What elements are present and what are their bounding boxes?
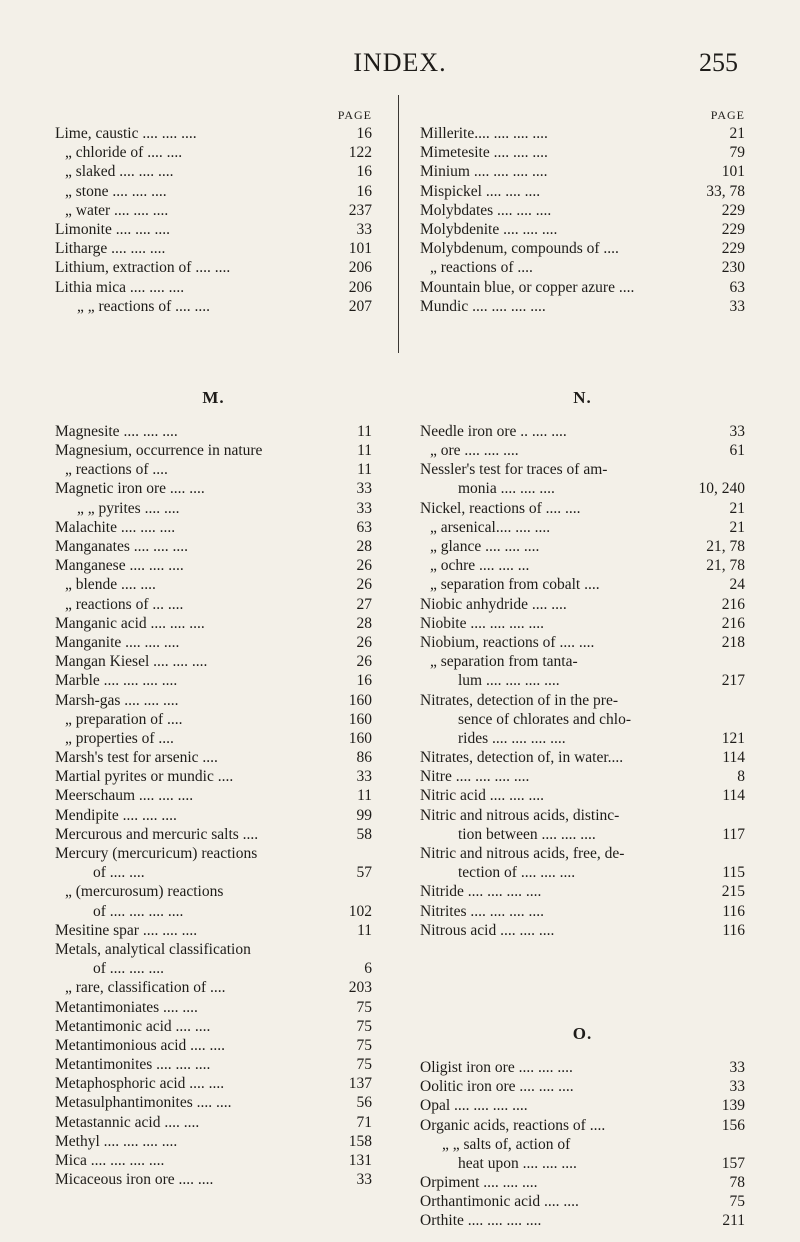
entry-page: 33 (356, 768, 372, 786)
index-entry (55, 882, 372, 901)
entry-text: Metantimonic acid .... .... (55, 1017, 211, 1035)
entry-page: 33 (356, 1171, 372, 1189)
entry-text: Niobium, reactions of .... .... (420, 633, 595, 651)
entry-page: 58 (356, 825, 372, 843)
entry-text: Nitric and nitrous acids, free, de- (420, 845, 625, 862)
index-entry (420, 143, 745, 162)
entry-text: Niobic anhydride .... .... (420, 595, 567, 613)
index-entry (55, 844, 372, 863)
entry-page: 33 (729, 1078, 745, 1096)
entry-page: 217 (721, 672, 745, 690)
index-entry (55, 595, 372, 614)
index-entry (55, 959, 372, 978)
entry-page: 63 (729, 278, 745, 296)
entry-text: of .... .... (93, 864, 145, 882)
entry-text: „ rare, classification of .... (65, 979, 226, 997)
entry-text: heat upon .... .... .... (458, 1154, 577, 1172)
entry-text: „ water .... .... .... (65, 201, 169, 219)
entry-text: Metantimonites .... .... .... (55, 1056, 211, 1074)
index-entry (420, 124, 745, 143)
index-entry (55, 691, 372, 710)
entry-text: Nitride .... .... .... .... (420, 883, 542, 901)
entry-page: 75 (356, 998, 372, 1016)
entry-page: 121 (721, 729, 745, 747)
entry-text: Nitric acid .... .... .... (420, 787, 544, 805)
entry-page: 229 (721, 240, 745, 258)
index-entry (420, 220, 745, 239)
entry-text: Oligist iron ore .... .... .... (420, 1058, 573, 1076)
entry-text: Nitrites .... .... .... .... (420, 902, 544, 920)
index-entry (420, 844, 745, 863)
index-entry (420, 422, 745, 441)
index-entry (420, 902, 745, 921)
index-entry (55, 671, 372, 690)
index-entry (55, 652, 372, 671)
entry-text: „ „ reactions of .... .... (77, 297, 210, 315)
entry-page: 33 (356, 220, 372, 238)
index-entry (55, 998, 372, 1017)
entry-page: 79 (729, 144, 745, 162)
entry-text: Molybdenite .... .... .... (420, 220, 558, 238)
index-entry (55, 182, 372, 201)
index-entry (420, 652, 745, 671)
entry-page: 16 (356, 163, 372, 181)
entry-page: 28 (356, 538, 372, 555)
entry-text: tion between .... .... .... (458, 825, 596, 843)
entry-text: sence of chlorates and chlo- (458, 710, 632, 728)
entry-page: 115 (722, 864, 745, 882)
entry-text: Magnesite .... .... .... (55, 422, 178, 440)
index-entry (55, 201, 372, 220)
entry-page: 75 (729, 1193, 745, 1211)
index-entry (420, 441, 745, 460)
index-entry (420, 710, 745, 729)
index-entry (55, 1017, 372, 1036)
index-entry (420, 575, 745, 594)
entry-page: 8 (737, 768, 745, 786)
index-entry (55, 537, 372, 556)
entry-page: 75 (356, 1017, 372, 1035)
entry-text: „ glance .... .... .... (430, 538, 540, 555)
entry-text: Nickel, reactions of .... .... (420, 499, 581, 517)
index-entry (55, 902, 372, 921)
page-label: PAGE (710, 108, 745, 122)
entry-page: 75 (356, 1056, 372, 1074)
entry-page: 114 (722, 749, 745, 767)
entry-text: Mercurous and mercuric salts .... (55, 825, 259, 843)
entry-text: Molybdates .... .... .... (420, 201, 552, 219)
entry-text: Mercury (mercuricum) reactions (55, 845, 258, 862)
entry-text: Nitre .... .... .... .... (420, 768, 530, 786)
section-heading-o: O. (572, 1023, 593, 1043)
entry-text: rides .... .... .... .... (458, 729, 566, 747)
entry-page: 86 (356, 749, 372, 767)
entry-page: 158 (348, 1132, 372, 1150)
index-entry (420, 614, 745, 633)
entry-page: 116 (722, 921, 745, 939)
entry-page: 114 (722, 787, 745, 805)
entry-text: „ (mercurosum) reactions (65, 883, 224, 901)
index-entry (420, 537, 745, 556)
entry-page: 229 (721, 220, 745, 238)
index-entry (55, 278, 372, 297)
entry-page: 160 (348, 729, 372, 747)
entry-page: 137 (348, 1075, 372, 1093)
index-entry (420, 460, 745, 479)
entry-text: Magnesium, occurrence in nature (55, 442, 263, 460)
index-entry (55, 1036, 372, 1055)
index-entry (420, 182, 745, 201)
entry-text: Minium .... .... .... .... (420, 163, 548, 181)
index-entry (420, 162, 745, 181)
entry-page: 216 (721, 595, 745, 613)
entry-page: 101 (348, 240, 372, 258)
index-entry (420, 201, 745, 220)
entry-page: 99 (356, 806, 372, 824)
entry-page: 26 (356, 576, 372, 594)
entry-text: Orthantimonic acid .... .... (420, 1193, 579, 1211)
index-entry (55, 220, 372, 239)
index-entry (55, 499, 372, 518)
index-entry (55, 239, 372, 258)
entry-page: 33, 78 (706, 182, 745, 200)
index-list-m-top (420, 124, 745, 316)
entry-text: Marble .... .... .... .... (55, 672, 178, 690)
entry-page: 160 (348, 691, 372, 709)
column-divider (398, 95, 399, 353)
entry-text: Magnetic iron ore .... .... (55, 480, 205, 498)
entry-text: „ separation from cobalt .... (430, 576, 600, 594)
entry-text: Mendipite .... .... .... (55, 806, 177, 824)
index-entry (420, 518, 745, 537)
entry-page: 157 (721, 1154, 745, 1172)
entry-text: Micaceous iron ore .... .... (55, 1171, 214, 1189)
index-entry (55, 1055, 372, 1074)
index-entry (55, 441, 372, 460)
entry-text: „ „ pyrites .... .... (77, 499, 180, 517)
index-entry (55, 786, 372, 805)
entry-text: „ chloride of .... .... (65, 144, 183, 162)
index-entry (55, 863, 372, 882)
index-entry (55, 258, 372, 277)
entry-text: tection of .... .... .... (458, 864, 576, 882)
index-entry (420, 297, 745, 316)
entry-text: Oolitic iron ore .... .... .... (420, 1078, 574, 1096)
entry-text: lum .... .... .... .... (458, 672, 560, 690)
index-entry (420, 633, 745, 652)
entry-page: 206 (348, 278, 372, 296)
entry-text: Nessler's test for traces of am- (420, 461, 608, 479)
index-entry (420, 1077, 745, 1096)
entry-text: Needle iron ore .. .... .... (420, 422, 567, 440)
entry-page: 33 (729, 297, 745, 315)
index-entry (55, 1170, 372, 1189)
page-label: PAGE (337, 108, 372, 122)
index-entry (420, 258, 745, 277)
index-entry (420, 882, 745, 901)
entry-text: Marsh's test for arsenic .... (55, 749, 218, 767)
entry-page: 11 (357, 422, 372, 440)
entry-page: 71 (356, 1113, 372, 1131)
entry-text: Mimetesite .... .... .... (420, 144, 548, 162)
index-entry (55, 124, 372, 143)
entry-page: 16 (356, 182, 372, 200)
entry-page: 21, 78 (706, 538, 745, 555)
entry-page: 117 (722, 825, 745, 843)
entry-page: 10, 240 (698, 480, 745, 498)
index-entry (55, 1074, 372, 1093)
entry-text: Mica .... .... .... .... (55, 1152, 165, 1169)
entry-text: Niobite .... .... .... .... (420, 614, 544, 632)
entry-page: 61 (729, 442, 745, 460)
entry-text: Metantimoniates .... .... (55, 998, 198, 1016)
index-entry (55, 422, 372, 441)
index-entry (420, 863, 745, 882)
entry-page: 56 (356, 1094, 372, 1112)
entry-page: 11 (357, 442, 372, 460)
entry-page: 131 (348, 1152, 372, 1169)
entry-text: Meerschaum .... .... .... (55, 787, 194, 805)
section-heading-m: M. (202, 387, 225, 407)
entry-text: „ ochre .... .... ... (430, 557, 530, 575)
entry-page: 215 (721, 883, 745, 901)
index-entry (420, 1116, 745, 1135)
index-entry (420, 1173, 745, 1192)
entry-text: of .... .... .... (93, 960, 165, 978)
entry-text: Metasulphantimonites .... .... (55, 1094, 232, 1112)
entry-text: „ reactions of .... (430, 259, 533, 277)
index-entry (420, 825, 745, 844)
index-entry (420, 595, 745, 614)
entry-page: 26 (356, 653, 372, 671)
entry-text: Malachite .... .... .... (55, 518, 176, 536)
entry-text: Orthite .... .... .... .... (420, 1212, 542, 1230)
index-entry (55, 162, 372, 181)
entry-page: 139 (721, 1097, 745, 1115)
page-header (0, 48, 800, 88)
entry-text: Mundic .... .... .... .... (420, 297, 546, 315)
entry-text: Lithium, extraction of .... .... (55, 259, 231, 277)
entry-page: 237 (348, 201, 372, 219)
index-entry (55, 940, 372, 959)
left-column (55, 108, 372, 1189)
entry-text: Metaphosphoric acid .... .... (55, 1075, 225, 1093)
index-entry (55, 460, 372, 479)
entry-page: 207 (348, 297, 372, 315)
index-list-l (55, 124, 372, 316)
entry-page: 16 (356, 125, 372, 142)
entry-text: „ preparation of .... (65, 710, 183, 728)
index-entry (55, 297, 372, 316)
entry-text: Orpiment .... .... .... (420, 1174, 538, 1192)
entry-page: 11 (357, 921, 372, 939)
entry-text: „ properties of .... (65, 729, 174, 747)
entry-text: „ reactions of ... .... (65, 595, 184, 613)
entry-text: Nitrates, detection of, in water.... (420, 749, 624, 767)
entry-text: Lime, caustic .... .... .... (55, 125, 197, 142)
entry-text: „ ore .... .... .... (430, 442, 519, 460)
entry-text: „ arsenical.... .... .... (430, 518, 551, 536)
index-entry (55, 479, 372, 498)
index-list-n (420, 422, 745, 940)
entry-text: Manganite .... .... .... (55, 633, 180, 651)
entry-page: 21 (729, 125, 745, 142)
entry-text: Metastannic acid .... .... (55, 1113, 200, 1131)
index-entry (420, 479, 745, 498)
entry-page: 75 (356, 1036, 372, 1054)
section-heading-n: N. (573, 387, 592, 407)
index-entry (420, 748, 745, 767)
entry-text: Manganese .... .... .... (55, 557, 184, 575)
index-entry (420, 806, 745, 825)
entry-text: Nitric and nitrous acids, distinc- (420, 806, 620, 824)
entry-text: Lithia mica .... .... .... (55, 278, 185, 296)
entry-page: 160 (348, 710, 372, 728)
index-entry (55, 1113, 372, 1132)
entry-page: 24 (729, 576, 745, 594)
entry-page: 21 (729, 499, 745, 517)
entry-text: Organic acids, reactions of .... (420, 1116, 606, 1134)
entry-text: Martial pyrites or mundic .... (55, 768, 234, 786)
page-number: 255 (699, 48, 738, 77)
index-entry (55, 1093, 372, 1112)
entry-text: Marsh-gas .... .... .... (55, 691, 179, 709)
entry-page: 101 (721, 163, 745, 181)
entry-page: 6 (364, 960, 372, 978)
index-entry (55, 806, 372, 825)
entry-text: Nitrous acid .... .... .... (420, 921, 555, 939)
index-entry (420, 1135, 745, 1154)
entry-text: „ blende .... .... (65, 576, 156, 594)
index-entry (55, 767, 372, 786)
entry-page: 218 (721, 633, 745, 651)
entry-page: 230 (721, 259, 745, 277)
entry-page: 206 (348, 259, 372, 277)
entry-text: Millerite.... .... .... .... (420, 125, 548, 142)
entry-text: Litharge .... .... .... (55, 240, 166, 258)
entry-page: 211 (722, 1212, 745, 1230)
entry-page: 203 (348, 979, 372, 997)
entry-text: Manganic acid .... .... .... (55, 614, 205, 632)
index-entry (420, 767, 745, 786)
entry-page: 33 (729, 422, 745, 440)
entry-page: 28 (356, 614, 372, 632)
index-entry (420, 1211, 745, 1230)
entry-page: 26 (356, 557, 372, 575)
index-entry (420, 239, 745, 258)
entry-page: 21 (729, 518, 745, 536)
entry-text: Metals, analytical classification (55, 940, 251, 958)
entry-page: 116 (722, 902, 745, 920)
entry-text: Metantimonious acid .... .... (55, 1036, 226, 1054)
index-entry (420, 671, 745, 690)
index-entry (420, 1154, 745, 1173)
index-entry (55, 1151, 372, 1170)
entry-page: 11 (357, 787, 372, 805)
entry-page: 33 (356, 499, 372, 517)
entry-page: 102 (348, 902, 372, 920)
index-entry (55, 729, 372, 748)
entry-text: „ „ salts of, action of (442, 1135, 571, 1153)
index-entry (420, 1096, 745, 1115)
entry-text: Mountain blue, or copper azure .... (420, 278, 635, 296)
entry-page: 16 (356, 672, 372, 690)
entry-text: monia .... .... .... (458, 480, 555, 498)
index-entry (420, 1192, 745, 1211)
index-entry (55, 710, 372, 729)
index-entry (55, 143, 372, 162)
entry-text: Mangan Kiesel .... .... .... (55, 653, 208, 671)
index-entry (55, 921, 372, 940)
entry-text: Opal .... .... .... .... (420, 1097, 528, 1115)
entry-page: 156 (721, 1116, 745, 1134)
index-entry (420, 921, 745, 940)
entry-text: Mesitine spar .... .... .... (55, 921, 198, 939)
entry-page: 122 (348, 144, 372, 162)
index-entry (55, 633, 372, 652)
index-list-o (420, 1058, 745, 1231)
index-entry (420, 786, 745, 805)
entry-page: 216 (721, 614, 745, 632)
index-entry (55, 978, 372, 997)
index-entry (420, 278, 745, 297)
entry-page: 33 (356, 480, 372, 498)
entry-page: 26 (356, 633, 372, 651)
index-entry (55, 825, 372, 844)
entry-text: of .... .... .... .... (93, 902, 184, 920)
entry-text: Methyl .... .... .... .... (55, 1132, 178, 1150)
entry-text: Mispickel .... .... .... (420, 182, 541, 200)
index-entry (55, 614, 372, 633)
entry-text: Molybdenum, compounds of .... (420, 240, 619, 258)
entry-page: 57 (356, 864, 372, 882)
index-entry (55, 748, 372, 767)
index-entry (55, 556, 372, 575)
entry-text: „ stone .... .... .... (65, 182, 167, 200)
right-column (420, 108, 745, 1231)
entry-page: 63 (356, 518, 372, 536)
index-entry (55, 518, 372, 537)
entry-page: 78 (729, 1174, 745, 1192)
index-entry (420, 691, 745, 710)
entry-text: Manganates .... .... .... (55, 538, 189, 555)
index-list-m (55, 422, 372, 1190)
index-entry (55, 575, 372, 594)
entry-text: „ separation from tanta- (430, 653, 578, 671)
entry-text: „ reactions of .... (65, 461, 168, 479)
entry-page: 27 (356, 595, 372, 613)
running-title: INDEX. (353, 48, 447, 77)
index-entry (420, 729, 745, 748)
entry-page: 33 (729, 1058, 745, 1076)
index-entry (55, 1132, 372, 1151)
entry-page: 21, 78 (706, 557, 745, 575)
entry-text: „ slaked .... .... .... (65, 163, 174, 181)
entry-page: 11 (357, 461, 372, 479)
entry-text: Nitrates, detection of in the pre- (420, 691, 618, 709)
entry-page: 229 (721, 201, 745, 219)
entry-text: Limonite .... .... .... (55, 220, 170, 238)
index-entry (420, 499, 745, 518)
index-entry (420, 556, 745, 575)
index-entry (420, 1058, 745, 1077)
